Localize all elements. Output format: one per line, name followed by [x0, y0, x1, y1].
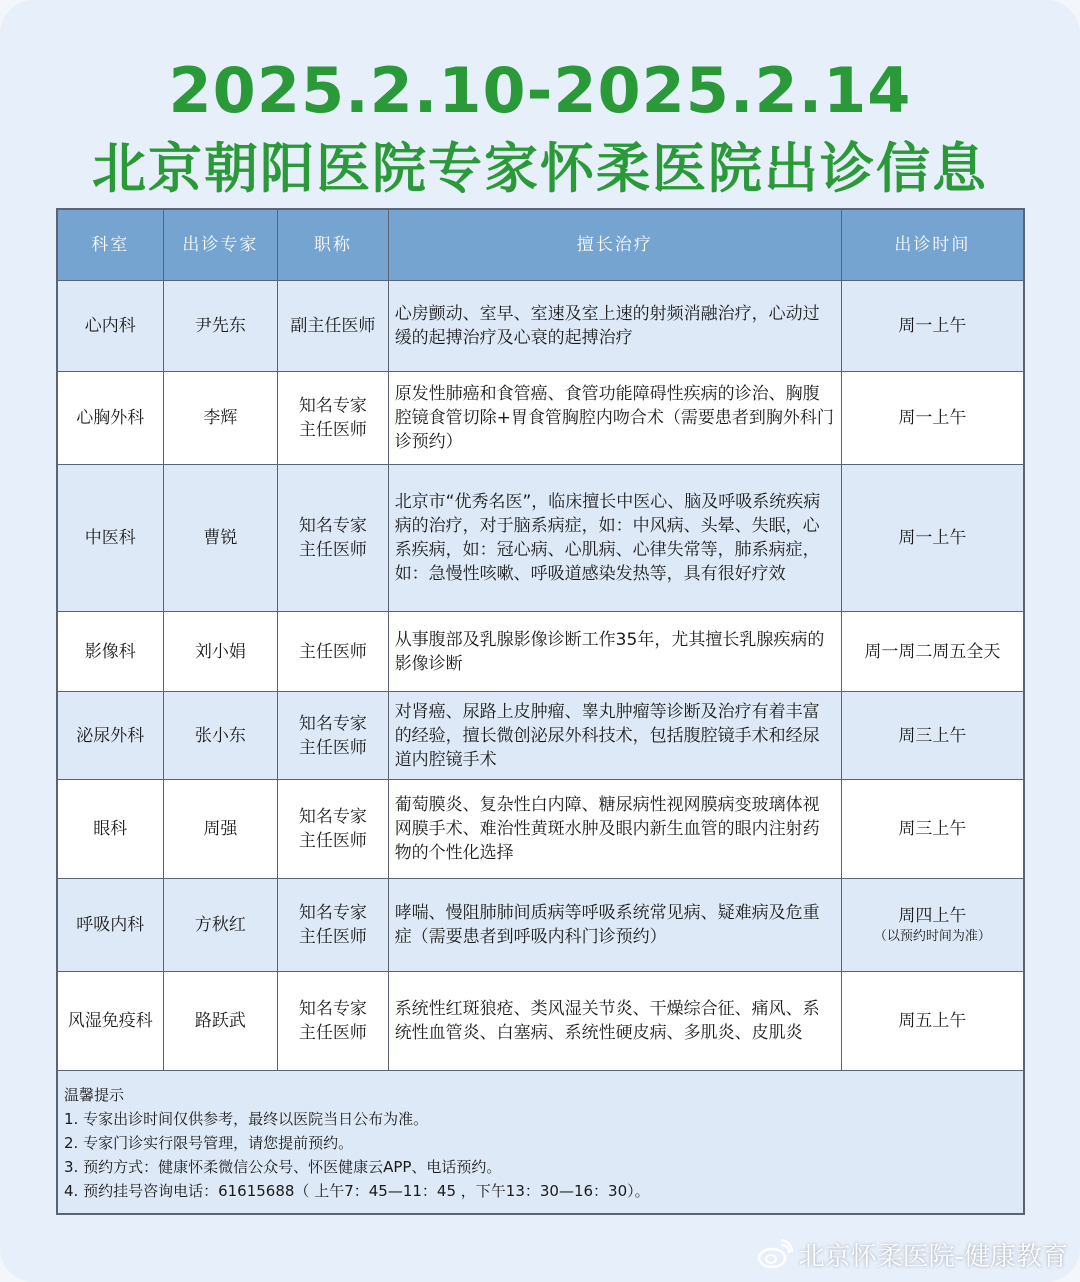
title-cell: 主任医师: [277, 612, 388, 691]
doctor-cell: 曹锐: [163, 465, 278, 611]
table-row: [58, 779, 1023, 878]
time-cell: [841, 372, 1023, 464]
tips-item: 4. 预约挂号咨询电话：61615688（ 上午7：45—11：45 ，下午13：30—16：30）。: [64, 1182, 650, 1200]
header-doctor: 出诊专家: [163, 210, 278, 280]
watermark: [757, 1236, 1068, 1273]
tips-section: [58, 1070, 1023, 1213]
title-cell: 副主任医师: [277, 281, 388, 371]
time-cell: [841, 612, 1023, 691]
date-range-title: 2025.2.10-2025.2.14: [168, 54, 912, 127]
page-title: 北京朝阳医院专家怀柔医院出诊信息: [92, 137, 988, 200]
time-text: 周一上午: [898, 408, 967, 428]
title-cell: 知名专家 主任医师: [277, 372, 388, 464]
dept-cell: 影像科: [84, 641, 136, 662]
table-row: [58, 371, 1023, 464]
specialty-cell: 系统性红斑狼疮、类风湿关节炎、干燥综合征、痛风、系统性血管炎、白塞病、系统性硬皮病、多肌炎、皮肌炎: [388, 972, 841, 1070]
time-cell: [841, 692, 1023, 779]
tips-item: 3. 预约方式：健康怀柔微信公众号、怀医健康云APP、电话预约。: [64, 1158, 502, 1176]
doctor-cell: 方秋红: [163, 879, 278, 971]
time-text: 周一上午: [898, 528, 967, 548]
dept-cell: 呼吸内科: [76, 915, 145, 935]
specialty-cell: 原发性肺癌和食管癌、食管功能障碍性疾病的诊治、胸腹腔镜食管切除+胃食管胸腔内吻合术（需要患者到胸外科门诊预约）: [388, 372, 841, 464]
doctor-cell: 刘小娟: [163, 612, 278, 691]
tips-item: 1. 专家出诊时间仅供参考，最终以医院当日公布为准。: [64, 1110, 429, 1128]
time-cell: [841, 465, 1023, 611]
dept-cell: 风湿免疫科: [67, 1011, 153, 1031]
table-row: [58, 878, 1023, 971]
time-note: （以预约时间为准）: [873, 929, 991, 944]
table-row: [58, 280, 1023, 371]
time-text: 周一周二周五全天: [864, 641, 1001, 662]
title-cell: 知名专家 主任医师: [277, 692, 388, 779]
table-row: [58, 691, 1023, 779]
specialty-cell: 哮喘、慢阻肺肺间质病等呼吸系统常见病、疑难病及危重症（需要患者到呼吸内科门诊预约）: [388, 879, 841, 971]
time-text: 周三上午: [898, 725, 967, 746]
header-specialty: 擅长治疗: [388, 210, 841, 280]
dept-cell: 泌尿外科: [76, 725, 145, 746]
dept-cell: 心胸外科: [76, 408, 145, 428]
time-text: 周三上午: [898, 819, 967, 839]
title-cell: 知名专家 主任医师: [277, 879, 388, 971]
table-header-row: [58, 210, 1023, 280]
time-cell: [841, 281, 1023, 371]
doctor-cell: 李辉: [163, 372, 278, 464]
time-cell: [841, 780, 1023, 878]
tips-heading: 温馨提示: [64, 1086, 125, 1104]
time-text: 周四上午: [898, 906, 967, 926]
title-cell: 知名专家 主任医师: [277, 780, 388, 878]
specialty-cell: 心房颤动、室早、室速及室上速的射频消融治疗，心动过缓的起搏治疗及心衰的起搏治疗: [388, 281, 841, 371]
dept-cell: 眼科: [93, 819, 128, 839]
doctor-cell: 张小东: [163, 692, 278, 779]
table-row: [58, 464, 1023, 611]
header-title: 职称: [277, 210, 388, 280]
title-cell: 知名专家 主任医师: [277, 972, 388, 1070]
weibo-icon: [757, 1239, 793, 1271]
table-row: [58, 611, 1023, 691]
table-row: [58, 971, 1023, 1070]
header-dept: 科室: [91, 235, 130, 255]
specialty-cell: 北京市“优秀名医”，临床擅长中医心、脑及呼吸系统疾病病的治疗，对于脑系病症，如：中风病、头晕、失眠，心系疾病，如：冠心病、心肌病、心律失常等，肺系病症，如：急慢性咳嗽、呼吸道感染发热等，具有很好疗效: [388, 465, 841, 611]
watermark-text: 北京怀柔医院-健康教育: [798, 1242, 1068, 1272]
title-cell: 知名专家 主任医师: [277, 465, 388, 611]
tips-item: 2. 专家门诊实行限号管理，请您提前预约。: [64, 1134, 354, 1152]
doctor-cell: 路跃武: [163, 972, 278, 1070]
doctor-cell: 尹先东: [163, 281, 278, 371]
dept-cell: 心内科: [84, 316, 136, 336]
specialty-cell: 对肾癌、尿路上皮肿瘤、睾丸肿瘤等诊断及治疗有着丰富的经验，擅长微创泌尿外科技术，包括腹腔镜手术和经尿道内腔镜手术: [388, 692, 841, 779]
specialty-cell: 葡萄膜炎、复杂性白内障、糖尿病性视网膜病变玻璃体视网膜手术、难治性黄斑水肿及眼内新生血管的眼内注射药物的个性化选择: [388, 780, 841, 878]
specialty-cell: 从事腹部及乳腺影像诊断工作35年，尤其擅长乳腺疾病的影像诊断: [388, 612, 841, 691]
time-cell: [841, 972, 1023, 1070]
time-text: 周一上午: [898, 316, 967, 336]
schedule-table: [56, 208, 1025, 1215]
time-cell: [841, 879, 1023, 971]
doctor-cell: 周强: [163, 780, 278, 878]
dept-cell: 中医科: [84, 528, 136, 548]
header-time: 出诊时间: [841, 210, 1023, 280]
time-text: 周五上午: [898, 1011, 967, 1031]
